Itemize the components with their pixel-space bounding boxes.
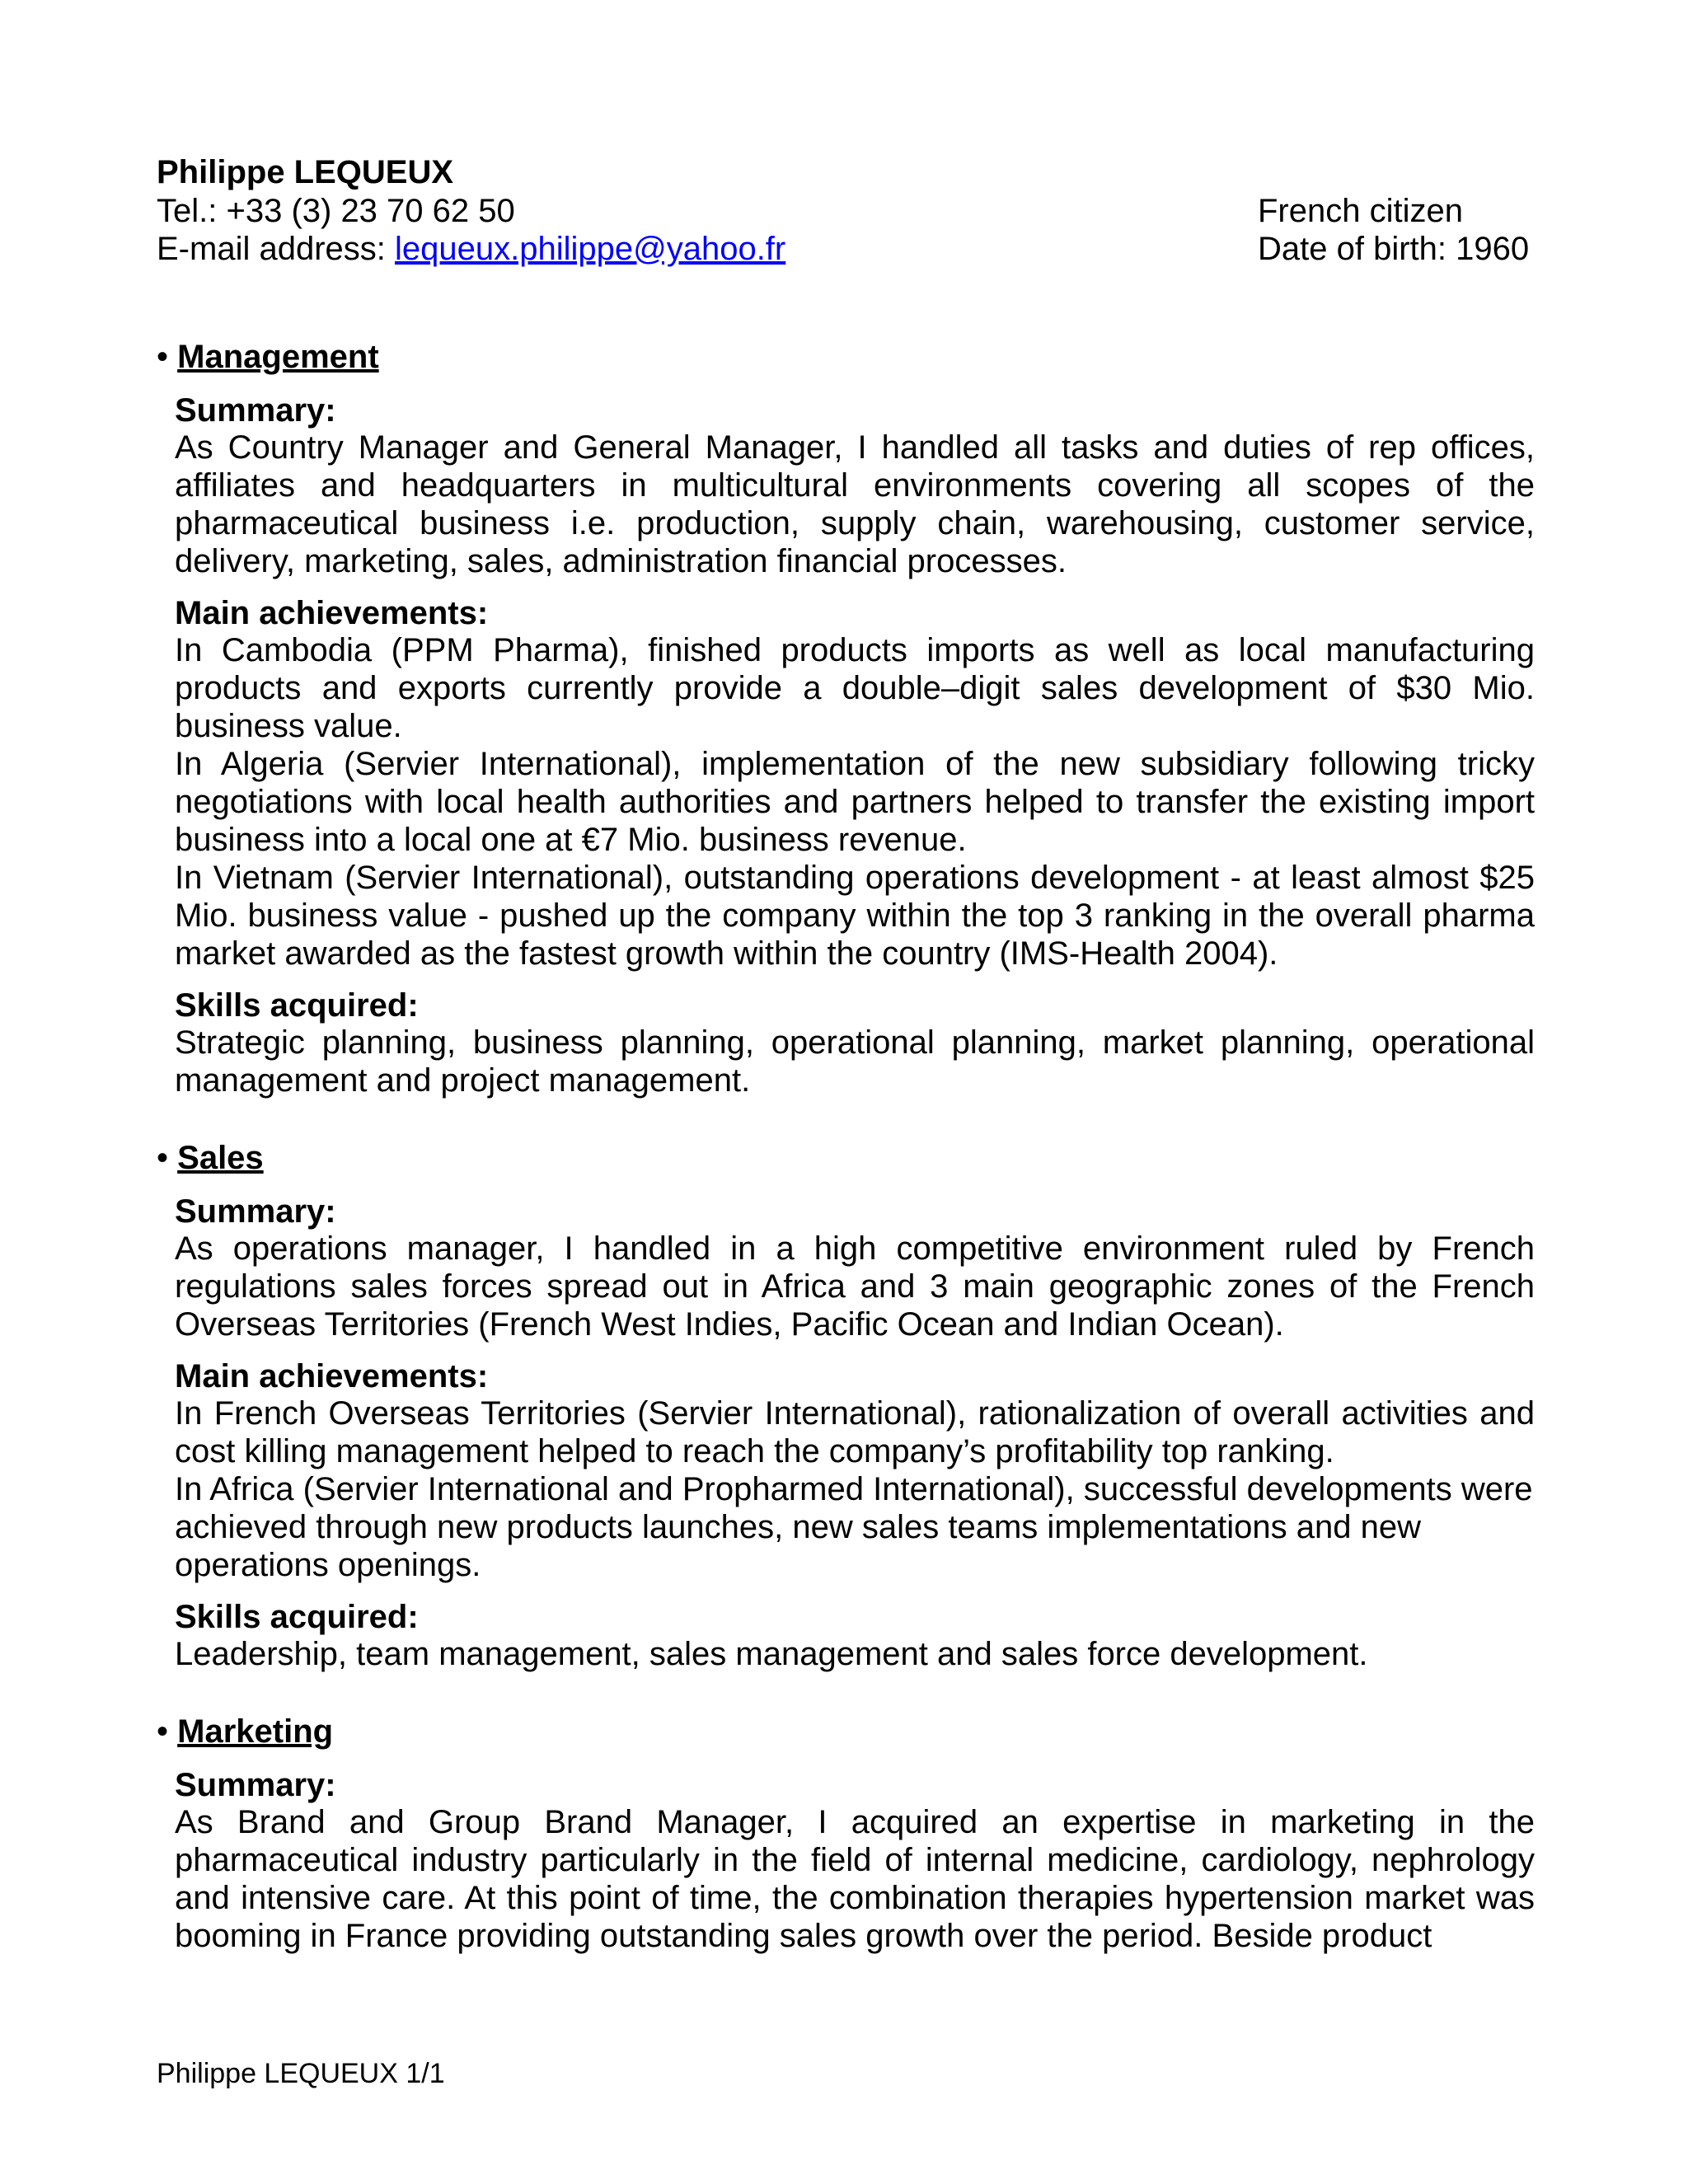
summary-text: As Country Manager and General Manager, I handled all tasks and duties of rep offices, affiliates and headquarters in multicultural environments covering all scopes of the pharmaceutical business i.e. production, supply chain, warehousing, customer service, delivery, marketing, sales, administration financial processes.	[175, 429, 1535, 579]
summary-text: As Brand and Group Brand Manager, I acquired an expertise in marketing in the pharmaceutical industry particularly in the field of internal medicine, cardiology, nephrology and intensive care. At this point of time, the combination therapies hypertension market was booming in France providing outstanding sales growth over the period. Beside product	[175, 1804, 1535, 1954]
contact-header	[157, 152, 1535, 268]
summary-label: Summary:	[175, 1767, 336, 1803]
achievement-item: In Algeria (Servier International), implementation of the new subsidiary following tricky negotiations with local health authorities and partners helped to transfer the existing import business into a local one at €7 Mio. business revenue.	[175, 746, 1535, 858]
bullet: •	[157, 1713, 169, 1750]
section-management	[157, 338, 1535, 1099]
section-heading-marketing	[157, 1713, 1535, 1750]
section-title: Marketing	[177, 1713, 334, 1750]
email-label: E-mail address:	[157, 231, 395, 267]
achievement-item: In French Overseas Territories (Servier International), rationalization of overall activities and cost killing management helped to reach the company’s profitability top ranking.	[175, 1395, 1535, 1469]
date-of-birth: Date of birth: 1960	[1258, 231, 1530, 267]
sales-summary	[175, 1193, 1535, 1343]
bullet: •	[157, 1140, 169, 1176]
skills-label: Skills acquired:	[175, 1599, 419, 1635]
achievement-item: In Cambodia (PPM Pharma), finished products imports as well as local manufacturing products and exports currently provide a double–digit sales development of $30 Mio. business value.	[175, 632, 1535, 744]
resume-page	[157, 152, 1535, 1970]
section-title: Sales	[177, 1140, 264, 1176]
section-marketing	[157, 1713, 1535, 1955]
skills-text: Leadership, team management, sales management and sales force development.	[175, 1636, 1368, 1672]
summary-label: Summary:	[175, 392, 336, 429]
management-skills	[175, 987, 1535, 1099]
achievements-label: Main achievements:	[175, 595, 489, 631]
section-title: Management	[177, 339, 379, 375]
skills-text: Strategic planning, business planning, operational planning, market planning, operational management and project management.	[175, 1024, 1535, 1099]
management-achievements	[175, 595, 1535, 972]
section-sales	[157, 1139, 1535, 1673]
bullet: •	[157, 339, 169, 375]
email-line	[157, 230, 785, 268]
skills-label: Skills acquired:	[175, 987, 419, 1024]
marketing-summary	[175, 1767, 1535, 1955]
achievement-item: In Africa (Servier International and Propharmed International), successful developments were achieved through new products launches, new sales teams implementations and new operations openings.	[175, 1471, 1533, 1583]
management-summary	[175, 392, 1535, 580]
sales-achievements	[175, 1358, 1535, 1584]
candidate-name: Philippe LEQUEUX	[157, 154, 454, 190]
achievement-item: In Vietnam (Servier International), outstanding operations development - at least almost $25 Mio. business value - pushed up the company within the top 3 ranking in the overall pharma market awarded as the fastest growth within the country (IMS-Health 2004).	[175, 860, 1535, 972]
section-heading-management	[157, 338, 1535, 376]
phone-number: Tel.: +33 (3) 23 70 62 50	[157, 193, 515, 229]
summary-label: Summary:	[175, 1193, 336, 1230]
page-footer: Philippe LEQUEUX 1/1	[157, 2058, 445, 2089]
email-link[interactable]: lequeux.philippe@yahoo.fr	[394, 231, 786, 267]
sales-skills	[175, 1599, 1535, 1673]
citizenship: French citizen	[1258, 193, 1463, 229]
contact-row-email	[157, 230, 1535, 268]
section-heading-sales	[157, 1139, 1535, 1177]
achievements-label: Main achievements:	[175, 1358, 489, 1394]
summary-text: As operations manager, I handled in a high competitive environment ruled by French regulations sales forces spread out in Africa and 3 main geographic zones of the French Overseas Territories (French West Indies, Pacific Ocean and Indian Ocean).	[175, 1230, 1535, 1343]
contact-row-phone	[157, 192, 1535, 230]
